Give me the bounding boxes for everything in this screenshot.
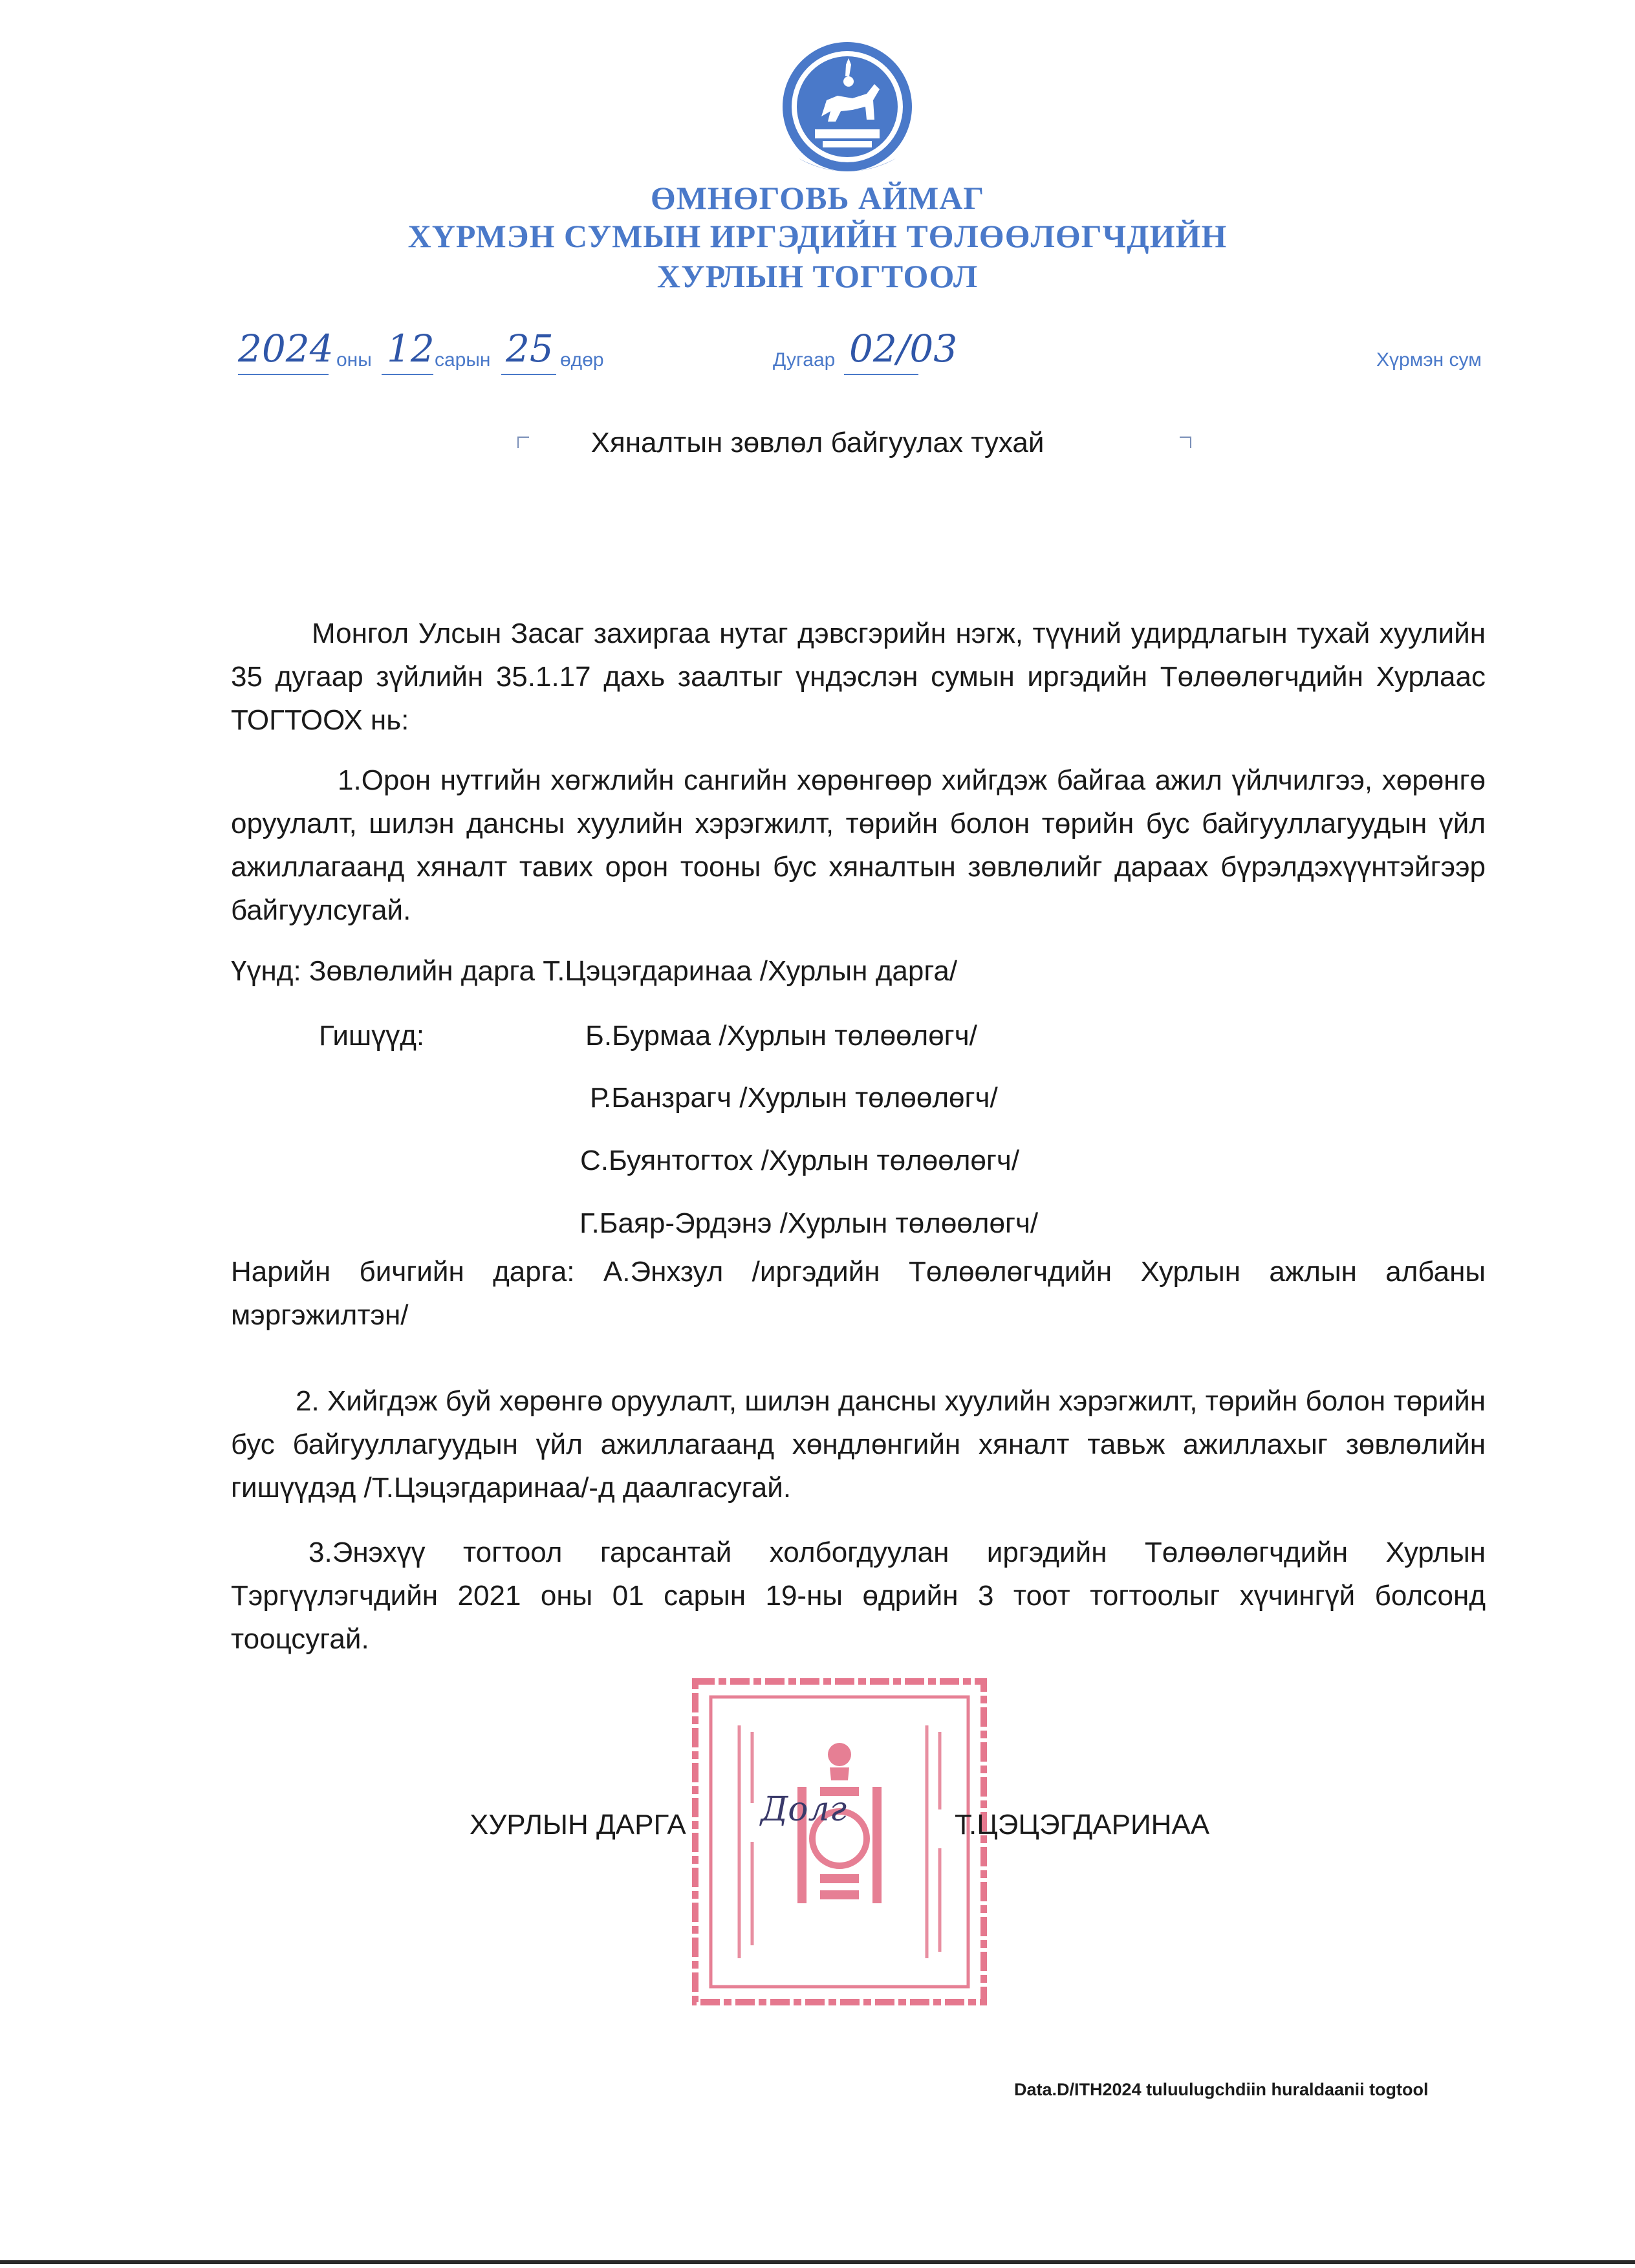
scan-edge bbox=[0, 2260, 1635, 2264]
member-item: Г.Баяр-Эрдэнэ /Хурлын төлөөлөгч/ bbox=[579, 1207, 1039, 1239]
member-item: Б.Бурмаа /Хурлын төлөөлөгч/ bbox=[585, 1020, 977, 1052]
handwritten-signature: Долг bbox=[761, 1790, 847, 1829]
resolution-number: 02/03 bbox=[849, 327, 958, 371]
paragraph-clause-3: 3.Энэхүү тогтоол гарсантай холбогдуулан иргэдийн Төлөөлөгчдийн Хурлын Тэргүүлэгчдийн 2021 оны 01 сарын 19-ны өдрийн 3 тоот тогтоолыг хүчингүй болсонд тооцсугай. bbox=[231, 1537, 1486, 1655]
members-label: Гишүүд: bbox=[319, 1020, 425, 1052]
date-month: 12 bbox=[387, 327, 435, 371]
subject-corner-right bbox=[1180, 437, 1191, 448]
date-day: 25 bbox=[506, 327, 554, 371]
document-subject: Хяналтын зөвлөл байгуулах тухай bbox=[590, 427, 1045, 459]
place-name: Хүрмэн сум bbox=[1376, 349, 1482, 371]
signatory-name: Т.ЦЭЦЭГДАРИНАА bbox=[955, 1809, 1210, 1841]
header-council: ХҮРМЭН СУМЫН ИРГЭДИЙН ТӨЛӨӨЛӨГЧДИЙН bbox=[407, 218, 1228, 254]
date-year-suffix: оны bbox=[336, 349, 372, 371]
paragraph-clause-2: 2. Хийгдэж буй хөрөнгө оруулалт, шилэн дансны хуулийн хэрэгжилт, төрийн болон төрийн бус байгууллагуудын үйл ажиллагаанд хөндлөнгийн хяналт тавьж ажиллахыг зөвлөлийн гишүүдэд /Т.Цэцэгдаринаа/-д даалгасугай. bbox=[231, 1385, 1486, 1504]
number-label: Дугаар bbox=[773, 349, 836, 371]
member-item: С.Буянтогтох /Хурлын төлөөлөгч/ bbox=[580, 1145, 1020, 1176]
header-aimag: ӨМНӨГОВЬ АЙМАГ bbox=[650, 180, 985, 216]
signatory-title: ХУРЛЫН ДАРГА bbox=[470, 1809, 686, 1841]
paragraph-secretary: Нарийн бичгийн дарга: А.Энхзул /иргэдийн Төлөөлөгчдийн Хурлын ажлын албаны мэргэжилтэн/ bbox=[231, 1256, 1486, 1331]
date-day-suffix: өдөр bbox=[560, 349, 604, 371]
file-footer: Data.D/ITH2024 tuluulugchdiin huraldaanii togtool bbox=[1014, 2080, 1429, 2099]
council-chair: Үүнд: Зөвлөлийн дарга Т.Цэцэгдаринаа /Хурлын дарга/ bbox=[231, 955, 958, 987]
member-item: Р.Банзрагч /Хурлын төлөөлөгч/ bbox=[590, 1082, 998, 1114]
header-resolution: ХУРЛЫН ТОГТООЛ bbox=[656, 258, 979, 294]
paragraph-preamble: Монгол Улсын Засаг захиргаа нутаг дэвсгэрийн нэгж, түүний удирдлагын тухай хуулийн 35 дугаар зүйлийн 35.1.17 дахь заалтыг үндэслэн сумын иргэдийн Төлөөлөгчдийн Хурлаас ТОГТООХ нь: bbox=[231, 618, 1486, 736]
paragraph-clause-1: 1.Орон нутгийн хөгжлийн сангийн хөрөнгөөр хийгдэж байгаа ажил үйлчилгээ, хөрөнгө оруулалт, шилэн дансны хуулийн хэрэгжилт, төрийн болон төрийн бус байгууллагуудын үйл ажиллагаанд хяналт тавих орон тооны бус хяналтын зөвлөлийг дараах бүрэлдэхүүнтэйгээр байгуулсугай. bbox=[231, 764, 1486, 926]
state-emblem-icon bbox=[776, 39, 918, 184]
date-month-suffix: сарын bbox=[435, 349, 491, 371]
official-seal-stamp-icon bbox=[688, 1674, 991, 2010]
date-year: 2024 bbox=[238, 327, 334, 371]
